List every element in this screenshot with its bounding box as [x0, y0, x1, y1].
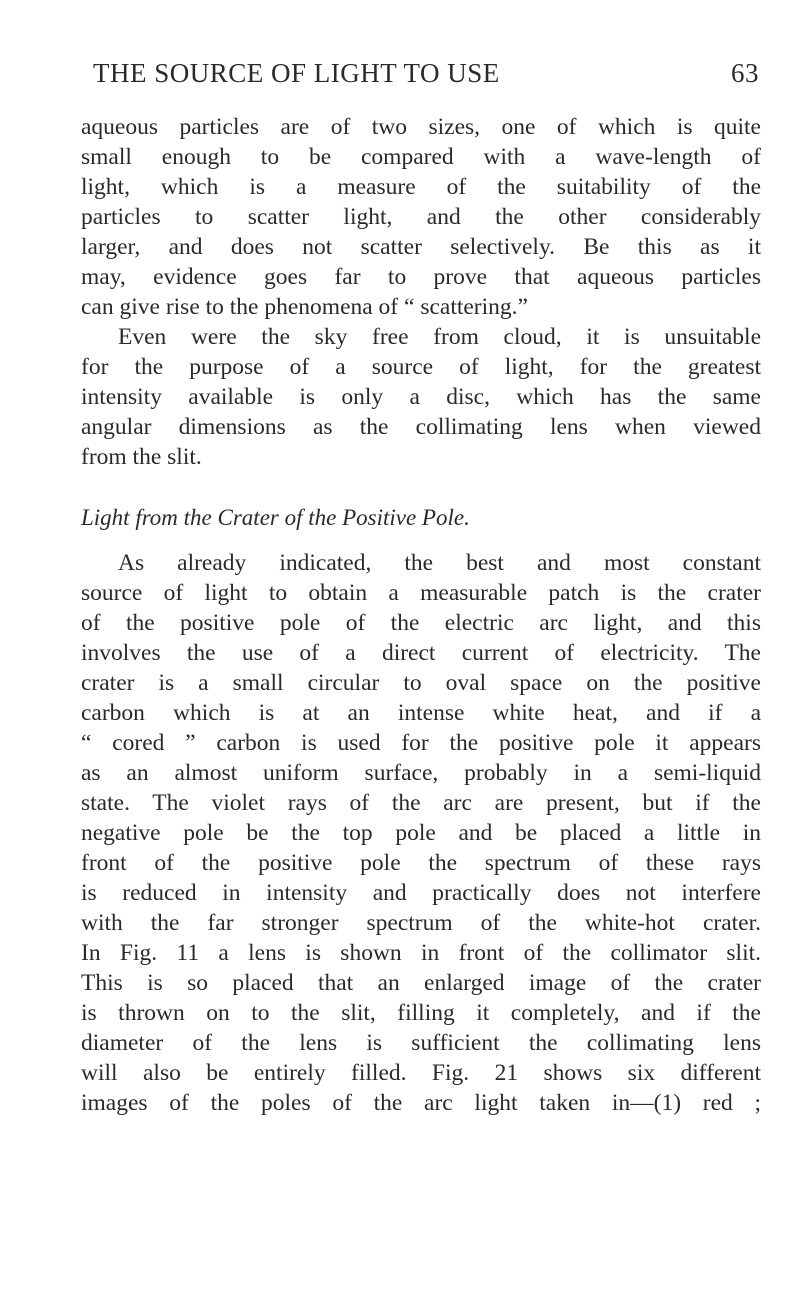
text-line: diameter of the lens is sufficient the collimating lens [81, 1030, 761, 1056]
text-line: intensity available is only a disc, which has the same [81, 384, 761, 410]
text-line: state. The violet rays of the arc are present, but if the [81, 790, 761, 816]
text-line: can give rise to the phenomena of “ scattering.” [81, 294, 528, 320]
text-line: from the slit. [81, 444, 202, 470]
text-line: will also be entirely filled. Fig. 21 shows six different [81, 1060, 761, 1086]
text-line: larger, and does not scatter selectively. Be this as it [81, 234, 761, 260]
running-head-title: THE SOURCE OF LIGHT TO USE [93, 58, 500, 88]
text-line: may, evidence goes far to prove that aqueous particles [81, 264, 761, 290]
page-number: 63 [731, 58, 759, 88]
paragraph-1 [81, 112, 761, 322]
text-line: front of the positive pole the spectrum of these rays [81, 850, 761, 876]
paragraph-3 [81, 548, 761, 1118]
section-heading: Light from the Crater of the Positive Pole. [81, 505, 470, 530]
text-line: “ cored ” carbon is used for the positive pole it appears [81, 730, 761, 756]
text-line: negative pole be the top pole and be placed a little in [81, 820, 761, 846]
text-line: crater is a small circular to oval space on the positive [81, 670, 761, 696]
text-line: Even were the sky free from cloud, it is unsuitable [118, 324, 761, 350]
text-line: As already indicated, the best and most constant [118, 550, 761, 576]
text-line: for the purpose of a source of light, for the greatest [81, 354, 761, 380]
text-line: involves the use of a direct current of electricity. The [81, 640, 761, 666]
text-line: small enough to be compared with a wave-length of [81, 144, 761, 170]
text-line: is thrown on to the slit, filling it completely, and if the [81, 1000, 761, 1026]
text-line: images of the poles of the arc light taken in—(1) red ; [81, 1090, 761, 1116]
text-line: carbon which is at an intense white heat, and if a [81, 700, 761, 726]
text-line: aqueous particles are of two sizes, one of which is quite [81, 114, 761, 140]
text-line: light, which is a measure of the suitability of the [81, 174, 761, 200]
paragraph-2 [81, 322, 761, 472]
running-head [81, 58, 761, 92]
text-line: In Fig. 11 a lens is shown in front of the collimator slit. [81, 940, 761, 966]
text-line: source of light to obtain a measurable patch is the crater [81, 580, 761, 606]
text-line: of the positive pole of the electric arc light, and this [81, 610, 761, 636]
text-line: with the far stronger spectrum of the white-hot crater. [81, 910, 761, 936]
text-line: This is so placed that an enlarged image of the crater [81, 970, 761, 996]
book-page [81, 58, 761, 1118]
text-line: angular dimensions as the collimating lens when viewed [81, 414, 761, 440]
text-line: as an almost uniform surface, probably in a semi-liquid [81, 760, 761, 786]
text-line: particles to scatter light, and the other considerably [81, 204, 761, 230]
body-text [81, 112, 761, 1118]
text-line: is reduced in intensity and practically does not interfere [81, 880, 761, 906]
